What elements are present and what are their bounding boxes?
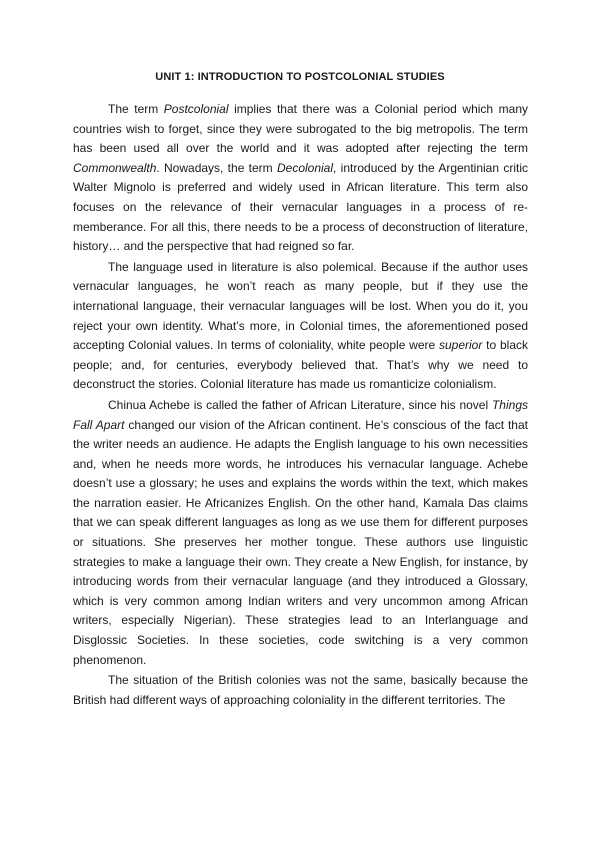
paragraph [73, 396, 528, 670]
text-segment: , introduced by the Argentinian critic Walter Mignolo is preferred and widely used in African literature. This term also focuses on the relevance of their vernacular languages in a process of re-memberance. For all this, there needs to be a process of deconstruction of literature, history… and the perspective that had reigned so far. [73, 160, 528, 254]
paragraph [73, 258, 528, 395]
text-segment: The language used in literature is also polemical. Because if the author uses vernacular languages, he won’t reach as many people, but if they use the international language, their vernacular languages will be lost. When you do it, you reject your own identity. What’s more, in Colonial times, the aforementioned posed accepting Colonial values. In terms of coloniality, white people were [73, 259, 528, 353]
text-segment: . Nowadays, the term [156, 160, 277, 175]
italic-term: Commonwealth [73, 160, 157, 175]
paragraph [73, 671, 528, 710]
paragraph [73, 100, 528, 257]
italic-term: Decolonial [276, 160, 334, 175]
italic-term: Postcolonial [163, 102, 229, 116]
text-segment: The situation of the British colonies was not the same, basically because the British had different ways of approaching coloniality in the different territories. The [73, 673, 528, 707]
italic-term: Things Fall Apart [73, 397, 528, 432]
text-segment: Chinua Achebe is called the father of African Literature, since his novel [108, 397, 492, 412]
page-title: UNIT 1: INTRODUCTION TO POSTCOLONIAL STUDIES [155, 71, 445, 83]
text-segment: The term [108, 102, 164, 116]
text-segment: changed our vision of the African continent. He’s conscious of the fact that the writer needs an audience. He adapts the English language to his own necessities and, when he needs more words, he introduces his vernacular language. Achebe doesn’t use a glossary; he uses and explains the words within the text, which makes the narration easier. He Africanizes English. On the other hand, Kamala Das claims that we can speak different languages as long as we use them for different purposes or situations. She preserves her mother tongue. These authors use linguistic strategies to make a language their own. They create a New English, for instance, by introducing words from their vernacular language (and they introduced a Glossary, which is very common among Indian writers and very uncommon among African writers, especially Nigerian). These strategies lead to an Interlanguage and Disglossic Societies. In these societies, code switching is a very common phenomenon. [73, 417, 528, 667]
body-text [73, 100, 528, 711]
text-segment: implies that there was a Colonial period which many countries wish to forget, since they were subrogated to the big metropolis. The term has been used all over the world and it was adopted after rejecting the term [73, 102, 528, 156]
italic-term: superior [439, 338, 483, 353]
text-segment: to black people; and, for centuries, everybody believed that. That’s why we need to deconstruct the stories. Colonial literature has made us romanticize colonialism. [73, 338, 528, 392]
